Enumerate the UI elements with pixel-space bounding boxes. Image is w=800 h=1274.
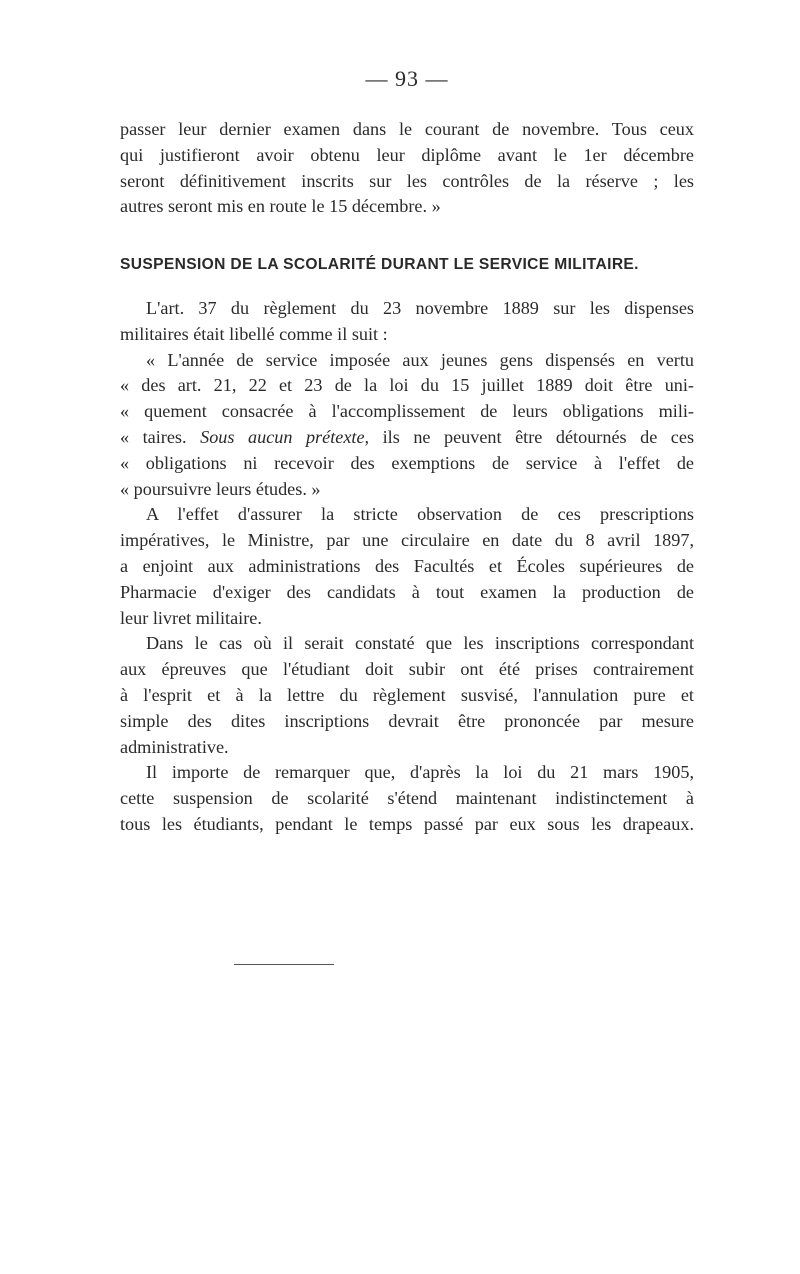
quote-line: « L'année de service imposée aux jeunes gens dispensés en vertu <box>146 349 694 370</box>
text-line: simple des dites inscriptions devrait être prononcée par mesure <box>120 710 694 731</box>
text-line: passer leur dernier examen dans le courant de novembre. Tous ceux <box>120 119 694 139</box>
text-line: militaires était libellé comme il suit : <box>120 323 388 344</box>
text-line: impératives, le Ministre, par une circulaire en date du 8 avril 1897, <box>120 530 694 551</box>
text-line: à l'esprit et à la lettre du règlement susvisé, l'annulation pure et <box>120 684 694 705</box>
section-heading: SUSPENSION DE LA SCOLARITÉ DURANT LE SERVICE MILITAIRE. <box>120 256 639 273</box>
quote-line: « obligations ni recevoir des exemptions de service à l'effet de <box>120 452 694 473</box>
quote-line-mixed <box>120 425 694 451</box>
text-line: Pharmacie d'exiger des candidats à tout examen la production de <box>120 581 694 602</box>
text-line: Dans le cas où il serait constaté que les inscriptions correspondant <box>146 633 694 654</box>
text-line: leur livret militaire. <box>120 607 262 628</box>
quote-line: « quement consacrée à l'accomplissement de leurs obligations mili- <box>120 401 694 422</box>
text-line: A l'effet d'assurer la stricte observation de ces prescriptions <box>146 504 694 525</box>
text-line: autres seront mis en route le 15 décembre. » <box>120 196 441 217</box>
section-body <box>120 296 694 838</box>
text-line: L'art. 37 du règlement du 23 novembre 1889 sur les dispenses <box>146 298 694 318</box>
quote-line: « poursuivre leurs études. » <box>120 478 321 499</box>
text-line: tous les étudiants, pendant le temps passé par eux sous les drapeaux. <box>120 813 694 834</box>
text-line: seront définitivement inscrits sur les contrôles de la réserve ; les <box>120 170 694 191</box>
text-line: Il importe de remarquer que, d'après la loi du 21 mars 1905, <box>146 762 694 783</box>
text-line: cette suspension de scolarité s'étend maintenant indistinctement à <box>120 788 694 809</box>
closing-rule <box>234 964 334 965</box>
text-line: administrative. <box>120 736 229 757</box>
continuation-paragraph <box>120 117 694 220</box>
page-number: — 93 — <box>365 66 449 91</box>
text-line: a enjoint aux administrations des Facultés et Écoles supérieures de <box>120 555 694 576</box>
italic-phrase: Sous aucun prétexte, <box>200 426 370 447</box>
quote-fragment: ils ne peuvent être détournés de ces <box>382 426 695 447</box>
text-line: aux épreuves que l'étudiant doit subir ont été prises contrairement <box>120 659 694 680</box>
text-line: qui justifieront avoir obtenu leur diplôme avant le 1er décembre <box>120 144 694 165</box>
quote-fragment: « taires. <box>120 426 187 447</box>
quote-line: « des art. 21, 22 et 23 de la loi du 15 juillet 1889 doit être uni- <box>120 375 694 396</box>
